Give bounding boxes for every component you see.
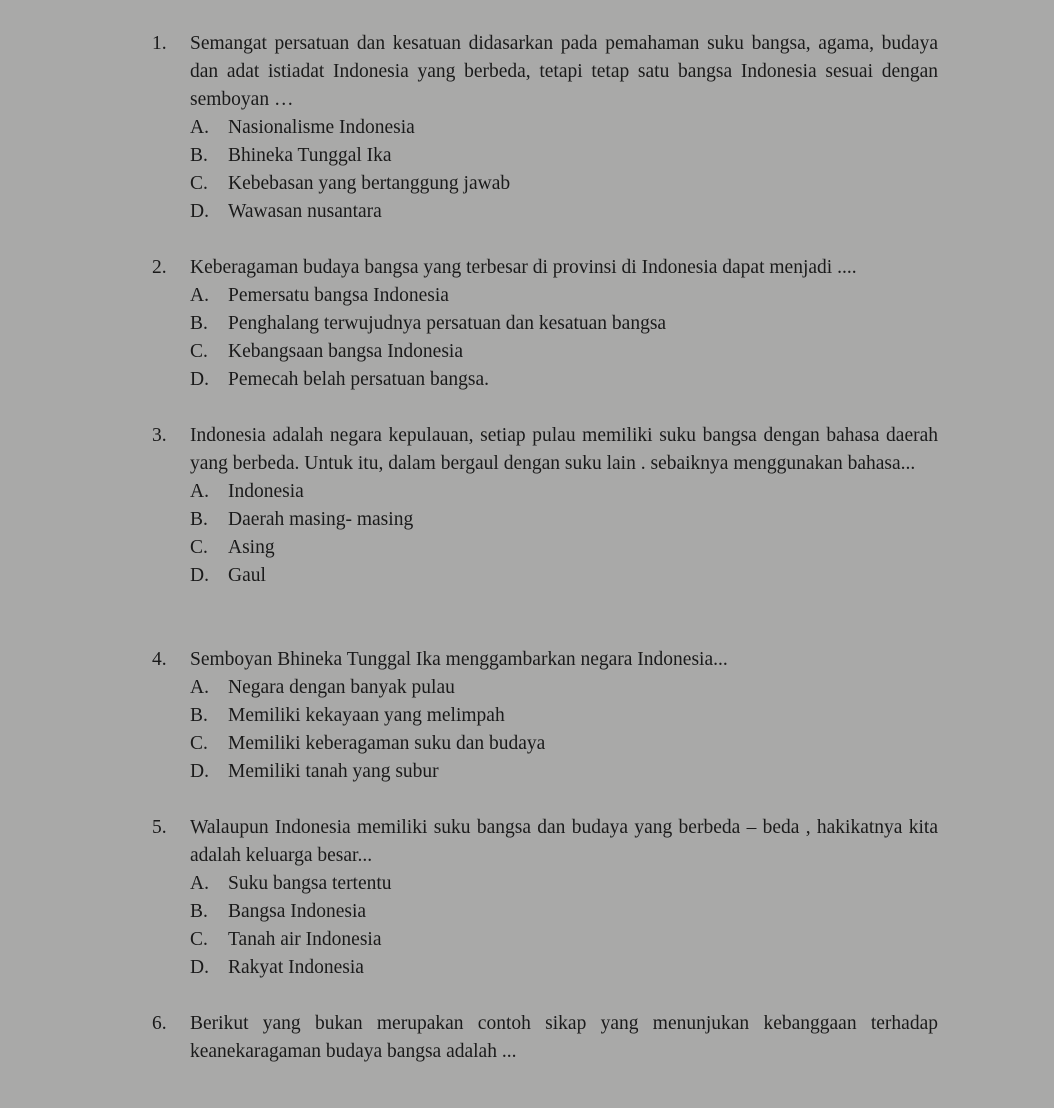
option-text: Pemecah belah persatuan bangsa.	[228, 369, 489, 390]
option-letter: B.	[190, 901, 208, 922]
question-text: Walaupun Indonesia memiliki suku bangsa dan budaya yang berbeda – beda , hakikatnya kita adalah keluarga besar...	[190, 817, 938, 866]
option-b	[190, 702, 938, 730]
option-d	[190, 366, 938, 394]
option-letter: A.	[190, 117, 209, 138]
question-number: 2.	[152, 257, 167, 278]
question-number: 5.	[152, 817, 167, 838]
option-list	[152, 114, 938, 226]
option-list	[152, 674, 938, 786]
option-letter: C.	[190, 929, 208, 950]
option-c	[190, 730, 938, 758]
option-text: Suku bangsa tertentu	[228, 873, 392, 894]
option-b	[190, 898, 938, 926]
option-text: Tanah air Indonesia	[228, 929, 382, 950]
option-a	[190, 114, 938, 142]
option-text: Negara dengan banyak pulau	[228, 677, 455, 698]
option-letter: D.	[190, 369, 209, 390]
option-c	[190, 534, 938, 562]
question-text: Indonesia adalah negara kepulauan, setiap pulau memiliki suku bangsa dengan bahasa daerah yang berbeda. Untuk itu, dalam bergaul dengan suku lain . sebaiknya menggunakan bahasa...	[190, 425, 938, 474]
option-text: Memiliki kekayaan yang melimpah	[228, 705, 505, 726]
option-d	[190, 562, 938, 590]
option-letter: D.	[190, 957, 209, 978]
question-text: Semangat persatuan dan kesatuan didasarkan pada pemahaman suku bangsa, agama, budaya dan adat istiadat Indonesia yang berbeda, tetapi tetap satu bangsa Indonesia sesuai dengan semboyan …	[190, 33, 938, 110]
option-text: Kebangsaan bangsa Indonesia	[228, 341, 463, 362]
option-letter: D.	[190, 761, 209, 782]
option-text: Daerah masing- masing	[228, 509, 414, 530]
option-text: Indonesia	[228, 481, 304, 502]
option-text: Gaul	[228, 565, 266, 586]
option-text: Bangsa Indonesia	[228, 901, 367, 922]
option-c	[190, 926, 938, 954]
option-letter: A.	[190, 481, 209, 502]
option-b	[190, 142, 938, 170]
option-text: Wawasan nusantara	[228, 201, 382, 222]
option-list	[152, 282, 938, 394]
option-d	[190, 954, 938, 982]
option-letter: A.	[190, 873, 209, 894]
question-number: 6.	[152, 1013, 167, 1034]
question-number: 3.	[152, 425, 167, 446]
option-text: Memiliki keberagaman suku dan budaya	[228, 733, 546, 754]
option-letter: C.	[190, 173, 208, 194]
question-4	[152, 646, 938, 786]
option-d	[190, 758, 938, 786]
option-list	[152, 870, 938, 982]
option-a	[190, 282, 938, 310]
option-letter: A.	[190, 677, 209, 698]
option-text: Memiliki tanah yang subur	[228, 761, 439, 782]
option-text: Penghalang terwujudnya persatuan dan kesatuan bangsa	[228, 313, 667, 334]
option-letter: C.	[190, 733, 208, 754]
option-letter: C.	[190, 341, 208, 362]
option-c	[190, 338, 938, 366]
option-a	[190, 674, 938, 702]
option-letter: B.	[190, 313, 208, 334]
option-letter: B.	[190, 705, 208, 726]
question-text: Berikut yang bukan merupakan contoh sikap yang menunjukan kebanggaan terhadap keanekaragaman budaya bangsa adalah ...	[190, 1013, 938, 1062]
question-number: 4.	[152, 649, 167, 670]
option-letter: B.	[190, 509, 208, 530]
option-letter: D.	[190, 201, 209, 222]
question-text: Semboyan Bhineka Tunggal Ika menggambarkan negara Indonesia...	[190, 649, 728, 670]
question-2	[152, 254, 938, 394]
question-3	[152, 422, 938, 590]
option-a	[190, 870, 938, 898]
question-1	[152, 30, 938, 226]
option-b	[190, 506, 938, 534]
question-text: Keberagaman budaya bangsa yang terbesar di provinsi di Indonesia dapat menjadi ....	[190, 257, 857, 278]
option-text: Pemersatu bangsa Indonesia	[228, 285, 449, 306]
option-letter: B.	[190, 145, 208, 166]
option-text: Bhineka Tunggal Ika	[228, 145, 392, 166]
option-letter: A.	[190, 285, 209, 306]
question-5	[152, 814, 938, 982]
option-a	[190, 478, 938, 506]
option-text: Nasionalisme Indonesia	[228, 117, 415, 138]
option-c	[190, 170, 938, 198]
option-list	[152, 478, 938, 590]
option-d	[190, 198, 938, 226]
option-text: Kebebasan yang bertanggung jawab	[228, 173, 511, 194]
option-b	[190, 310, 938, 338]
question-number: 1.	[152, 33, 167, 54]
option-letter: D.	[190, 565, 209, 586]
option-text: Rakyat Indonesia	[228, 957, 364, 978]
option-text: Asing	[228, 537, 275, 558]
option-letter: C.	[190, 537, 208, 558]
question-6	[152, 1010, 938, 1066]
